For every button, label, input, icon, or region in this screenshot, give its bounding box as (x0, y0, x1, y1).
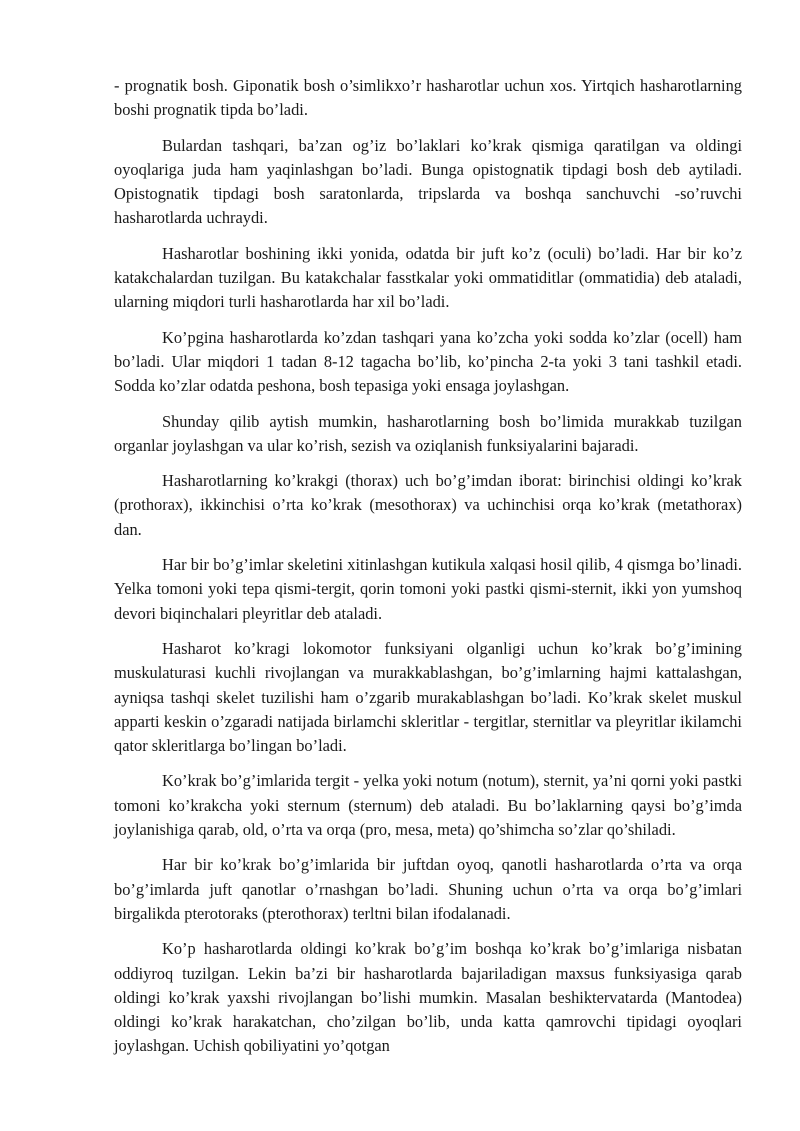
paragraph-5: Shunday qilib aytish mumkin, hasharotlarning bosh bo’limida murakkab tuzilgan organlar joylashgan va ular ko’rish, sezish va oziqlanish funksiyalarini bajaradi. (114, 411, 742, 455)
document-page (114, 74, 742, 1070)
paragraph-4: Ko’pgina hasharotlarda ko’zdan tashqari yana ko’zcha yoki sodda ko’zlar (ocell) ham bo’ladi. Ular miqdori 1 tadan 8-12 tagacha bo’lib, ko’pincha 2-ta yoki 3 tani tashkil etadi. Sodda ko’zlar odatda peshona, bosh tepasiga yoki ensaga joylashgan. (114, 327, 742, 396)
paragraph-2: Bulardan tashqari, ba’zan og’iz bo’laklari ko’krak qismiga qaratilgan va oldingi oyoqlariga juda ham yaqinlashgan bo’ladi. Bunga opistognatik tipdagi bosh deb aytiladi. Opistognatik tipdagi bosh saratonlarda, tripslarda va boshqa sanchuvchi -so’ruvchi hasharotlarda uchraydi. (114, 135, 742, 228)
paragraph-9: Ko’krak bo’g’imlarida tergit - yelka yoki notum (notum), sternit, ya’ni qorni yoki pastki tomoni ko’krakcha yoki sternum (sternum) deb ataladi. Bu bo’laklarning qaysi bo’g’imda joylanishiga qarab, old, o’rta va orqa (pro, mesa, meta) qo’shimcha so’zlar qo’shiladi. (114, 771, 742, 840)
paragraph-11: Ko’p hasharotlarda oldingi ko’krak bo’g’im boshqa ko’krak bo’g’imlariga nisbatan oddiyroq tuzilgan. Lekin ba’zi bir hasharotlarda bajariladigan maxsus funksiyasiga qarab oldingi ko’krak yaxshi rivojlangan bo’lishi mumkin. Masalan beshiktervatarda (Mantodea) oldingi ko’krak harakatchan, cho’zilgan bo’lib, unda katta qamrovchi tipidagi oyoqlari joylashgan. Uchish qobiliyatini yo’qotgan (114, 939, 742, 1056)
paragraph-3: Hasharotlar boshining ikki yonida, odatda bir juft ko’z (oculi) bo’ladi. Har bir ko’z katakchalardan tuzilgan. Bu katakchalar fasstkalar yoki ommatiditlar (ommatidia) deb ataladi, ularning miqdori turli hasharotlarda har xil bo’ladi. (114, 243, 742, 312)
paragraph-8: Hasharot ko’kragi lokomotor funksiyani olganligi uchun ko’krak bo’g’imining muskulaturasi kuchli rivojlangan va murakkablashgan, bo’g’imlarning hajmi kattalashgan, ayniqsa tashqi skelet tuzilishi ham o’zgarib murakablashgan bo’ladi. Ko’krak skelet muskul apparti keskin o’zgaradi natijada birlamchi skleritlar - tergitlar, sternitlar va pleyritlar ikilamchi qator skleritlarga bo’lingan bo’ladi. (114, 638, 742, 756)
paragraph-1: - prognatik bosh. Giponatik bosh o’simlikxo’r hasharotlar uchun xos. Yirtqich hasharotlarning boshi prognatik tipda bo’ladi. (114, 76, 742, 120)
paragraph-6: Hasharotlarning ko’krakgi (thorax) uch bo’g’imdan iborat: birinchisi oldingi ko’krak (prothorax), ikkinchisi o’rta ko’krak (mesothorax) va uchinchisi orqa ko’krak (metathorax) dan. (114, 471, 742, 539)
paragraph-7: Har bir bo’g’imlar skeletini xitinlashgan kutikula xalqasi hosil qilib, 4 qismga bo’linadi. Yelka tomoni yoki tepa qismi-tergit, qorin tomoni yoki pastki qismi-sternit, ikki yon yumshoq devori biqinchalari pleyritlar deb ataladi. (114, 555, 742, 623)
paragraph-10: Har bir ko’krak bo’g’imlarida bir juftdan oyoq, qanotli hasharotlarda o’rta va orqa bo’g’imlarda juft qanotlar o’rnashgan bo’ladi. Shuning uchun o’rta va orqa bo’g’imlari birgalikda pterotoraks (pterothorax) terltni bilan ifodalanadi. (114, 855, 742, 923)
